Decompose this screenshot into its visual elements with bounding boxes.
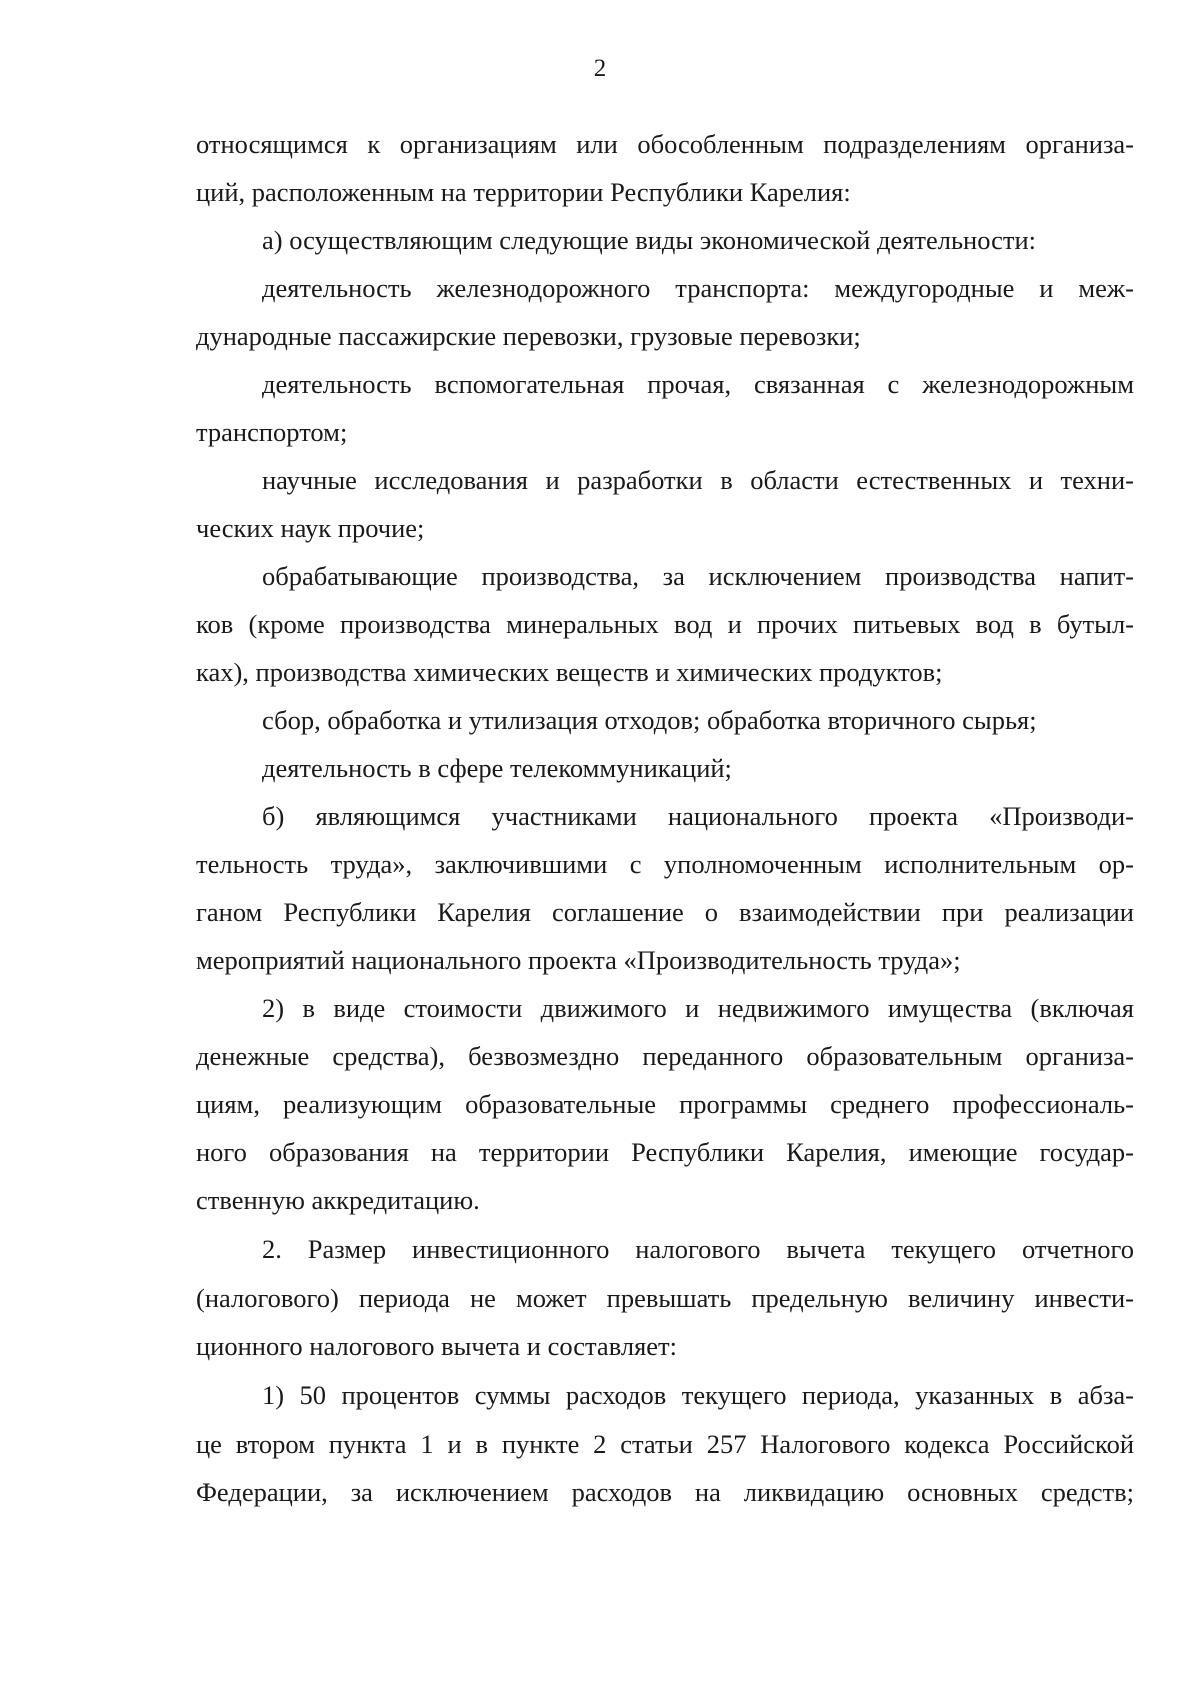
text-line: ганом Республики Карелия соглашение о взаимодействии при реализации: [196, 897, 1134, 927]
text-line: ков (кроме производства минеральных вод и прочих питьевых вод в бутыл-: [196, 609, 1134, 639]
text-line: относящимся к организациям или обособленным подразделениям организа-: [196, 129, 1134, 159]
text-line: транспортом;: [196, 417, 348, 447]
text-line: ций, расположенным на территории Республики Карелия:: [196, 177, 851, 207]
page-number: 2: [593, 55, 607, 82]
text-line: деятельность в сфере телекоммуникаций;: [262, 753, 732, 783]
text-line: ного образования на территории Республики Карелия, имеющие государ-: [196, 1137, 1134, 1167]
text-line: циям, реализующим образовательные программы среднего профессиональ-: [196, 1089, 1134, 1119]
text-line: обрабатывающие производства, за исключением производства напит-: [262, 561, 1134, 591]
text-line: ционного налогового вычета и составляет:: [196, 1331, 677, 1361]
text-line: мероприятий национального проекта «Производительность труда»;: [196, 945, 961, 975]
text-line: денежные средства), безвозмездно переданного образовательным организа-: [196, 1041, 1134, 1071]
document-body: [196, 120, 1134, 1516]
text-line: б) являющимся участниками национального проекта «Производи-: [262, 801, 1134, 831]
text-line: ственную аккредитацию.: [196, 1185, 480, 1215]
text-line: ческих наук прочие;: [196, 513, 425, 543]
text-line: деятельность вспомогательная прочая, связанная с железнодорожным: [262, 369, 1134, 399]
text-line: научные исследования и разработки в области естественных и техни-: [262, 465, 1134, 495]
text-line: це втором пункта 1 и в пункте 2 статьи 257 Налогового кодекса Российской: [196, 1429, 1134, 1459]
text-line: а) осуществляющим следующие виды экономической деятельности:: [262, 225, 1037, 255]
text-line: тельность труда», заключившими с уполномоченным исполнительным ор-: [196, 849, 1134, 879]
text-line: ках), производства химических веществ и химических продуктов;: [196, 657, 943, 687]
text-line: 1) 50 процентов суммы расходов текущего периода, указанных в абза-: [262, 1380, 1134, 1410]
text-line: 2) в виде стоимости движимого и недвижимого имущества (включая: [262, 993, 1134, 1023]
text-line: сбор, обработка и утилизация отходов; обработка вторичного сырья;: [262, 705, 1037, 735]
text-line: (налогового) периода не может превышать предельную величину инвести-: [196, 1283, 1134, 1313]
text-line: Федерации, за исключением расходов на ликвидацию основных средств;: [196, 1477, 1134, 1507]
text-line: деятельность железнодорожного транспорта: междугородные и меж-: [262, 273, 1134, 303]
text-line: 2. Размер инвестиционного налогового вычета текущего отчетного: [262, 1234, 1134, 1264]
text-line: дународные пассажирские перевозки, грузовые перевозки;: [196, 321, 861, 351]
